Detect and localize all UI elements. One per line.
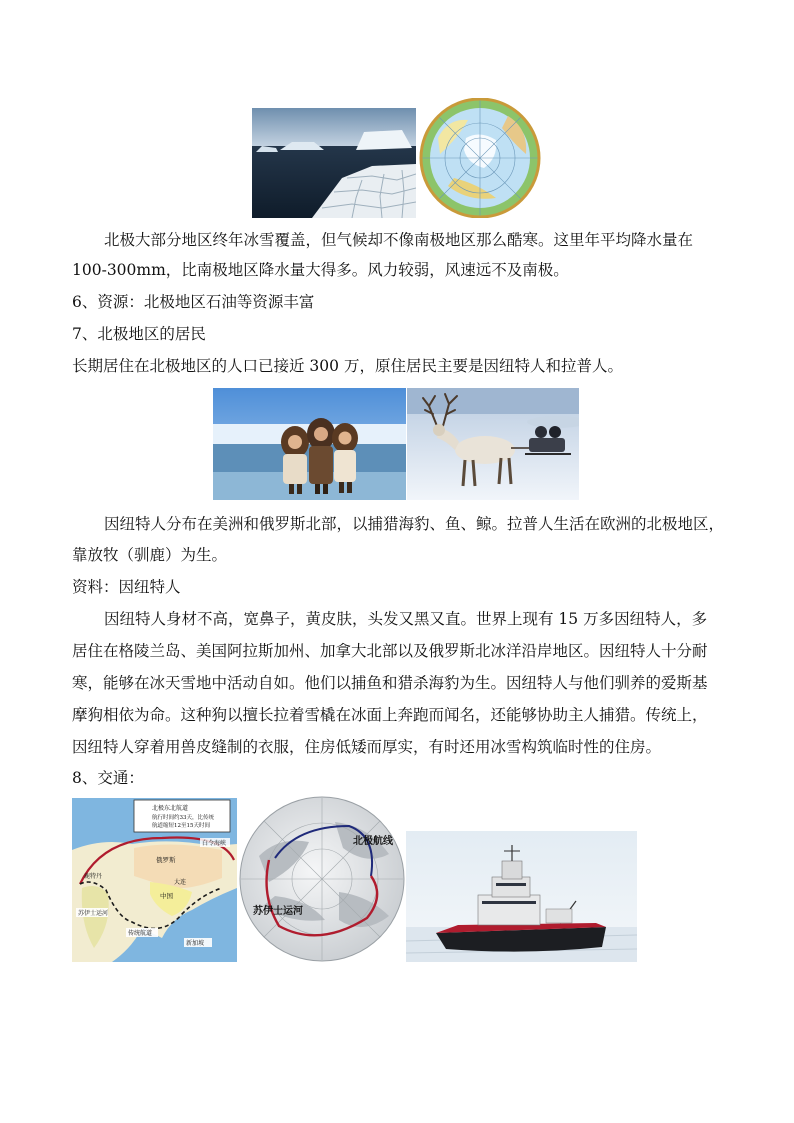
transport-heading: 8、交通： <box>72 769 144 787</box>
arctic-route-globe <box>239 796 405 962</box>
material-text-line: 因纽特人穿着用兽皮缝制的衣服，住房低矮而厚实，有时还用冰雪构筑临时性的住房。 <box>72 738 662 756</box>
northeast-passage-map <box>72 798 237 962</box>
residents-heading: 7、北极地区的居民 <box>72 325 206 343</box>
arctic-map-image <box>418 98 542 218</box>
material-text-line: 因纽特人身材不高，宽鼻子，黄皮肤，头发又黑又直。世界上现有 15 万多因纽特人，多 <box>104 610 708 628</box>
route-callout-line: 航行时间约33天，比传统 <box>152 815 214 821</box>
china-label: 中国 <box>160 892 173 900</box>
climate-text-line: 北极大部分地区终年冰雪覆盖，但气候却不像南极地区那么酷寒。这里年平均降水量在 <box>104 231 694 249</box>
russia-label: 俄罗斯 <box>156 856 176 864</box>
climate-text-line: 100-300mm，比南极地区降水量大得多。风力较弱，风速远不及南极。 <box>72 261 569 279</box>
dalian-label: 大连 <box>174 879 187 886</box>
iceberg-photo <box>252 108 416 218</box>
rotterdam-label: 鹿特丹 <box>84 873 103 880</box>
resources-heading: 6、资源：北极地区石油等资源丰富 <box>72 293 315 311</box>
inuit-people-photo <box>213 388 406 500</box>
inuit-lapp-text-line: 因纽特人分布在美洲和俄罗斯北部，以捕猎海豹、鱼、鲸。拉普人生活在欧洲的北极地区， <box>104 515 725 533</box>
route-callout-line: 航道缩短12至15天时间 <box>152 823 210 829</box>
material-text-line: 居住在格陵兰岛、美国阿拉斯加州、加拿大北部以及俄罗斯北冰洋沿岸地区。因纽特人十分耐 <box>72 642 708 660</box>
residents-intro: 长期居住在北极地区的人口已接近 300 万，原住居民主要是因纽特人和拉普人。 <box>72 357 623 375</box>
icebreaker-photo <box>406 831 637 962</box>
route-callout-title: 北极东北航道 <box>152 805 189 812</box>
reindeer-sled-photo <box>407 388 579 500</box>
material-text-line: 摩狗相依为命。这种狗以擅长拉着雪橇在冰面上奔跑而闻名，还能够协助主人捕猎。传统上， <box>72 706 708 724</box>
bering-strait-label: 白令海峡 <box>202 840 227 847</box>
globe-suez-label: 苏伊士运河 <box>253 906 303 917</box>
traditional-route-label: 传统航道 <box>128 930 153 937</box>
arctic-route-label: 北极航线 <box>353 836 393 847</box>
inuit-lapp-text-line: 靠放牧（驯鹿）为生。 <box>72 546 228 564</box>
suez-canal-label: 苏伊士运河 <box>78 910 109 917</box>
material-heading: 资料：因纽特人 <box>72 578 181 596</box>
material-text-line: 寒，能够在冰天雪地中活动自如。他们以捕鱼和猎杀海豹为生。因纽特人与他们驯养的爱斯基 <box>72 674 708 692</box>
singapore-label: 新加坡 <box>186 940 205 947</box>
